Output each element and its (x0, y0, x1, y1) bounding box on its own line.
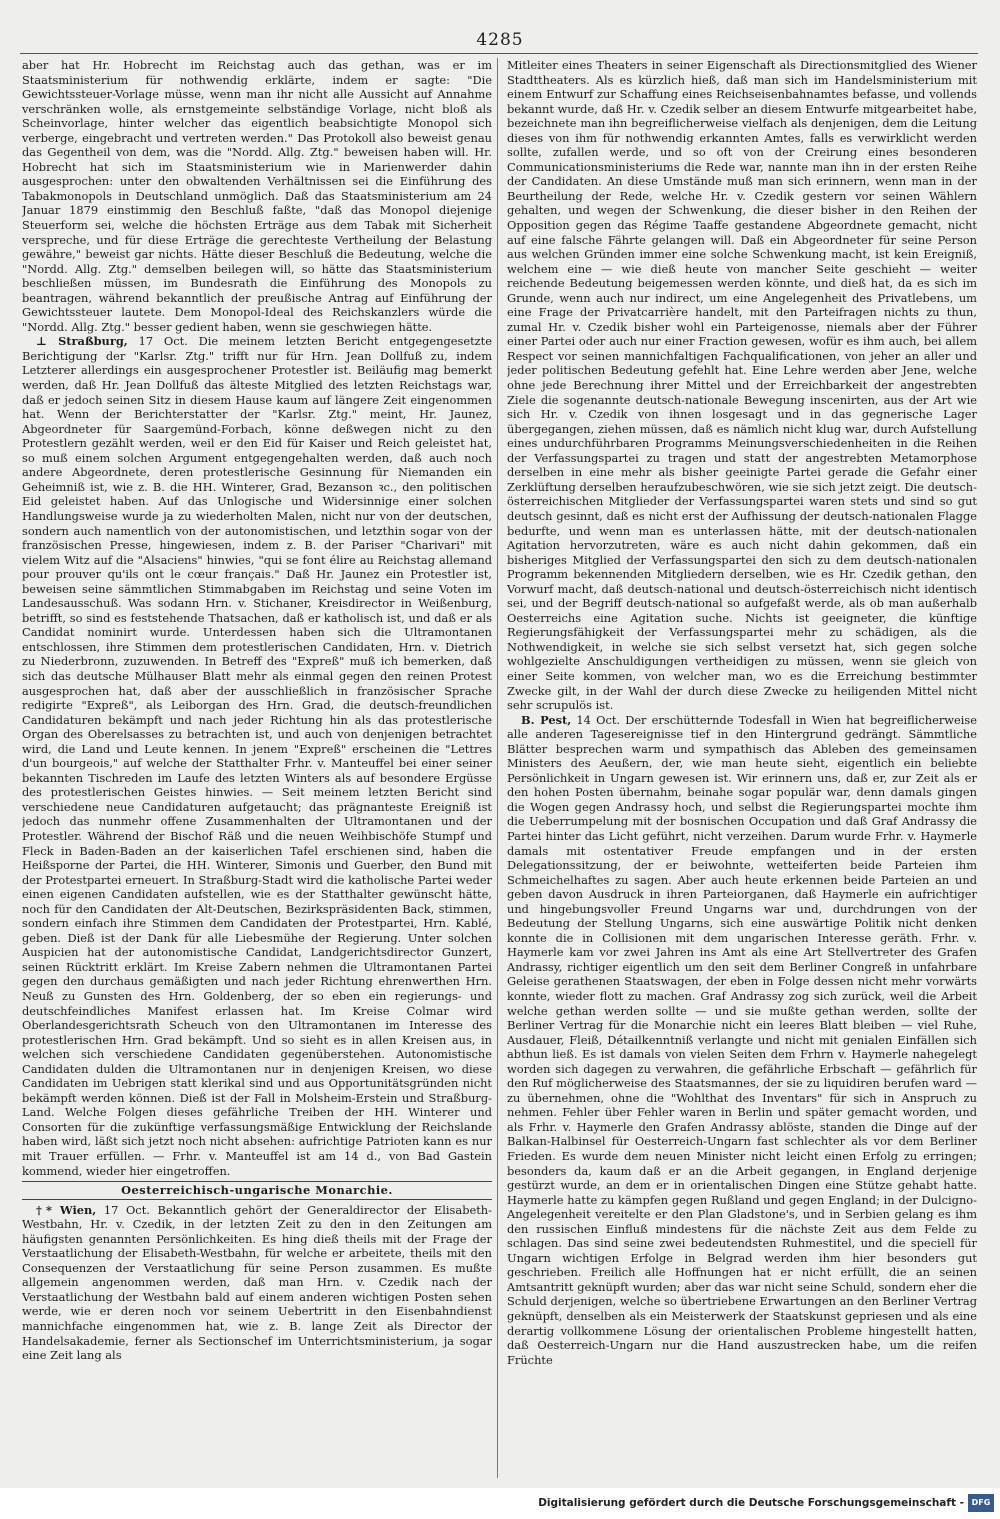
dateline: B. Pest, (521, 712, 572, 727)
article-paragraph (22, 334, 492, 1178)
paragraph-text: 14 Oct. Der erschütternde Todesfall in Wien hat begreiflicherweise alle anderen Tagesereignisse tief in den Hintergrund gedrängt. Sämmtliche Blätter besprechen warm und sympathisch das Ableben des gemeinsamen Ministers des Aeußern, der, wie man heute sieht, eigentlich ein beliebte Persönlichkeit in Ungarn gewesen ist. Wir erinnern uns, daß er, zur Zeit als er den hohen Posten übernahm, beinahe sogar populär war, denn damals gingen die Wogen gegen Andrassy hoch, und selbst die Regierungspartei mochte ihm die Ueberrumpelung mit der bosnischen Occupation und daß Graf Andrassy die Partei hinter das Licht geführt, nicht verzeihen. Darum wurde Frhr. v. Haymerle damals mit ostentativer Freude empfangen und in der ersten Delegationssitzung, der er beiwohnte, wetteiferten beide Parteien ihm Schmeichelhaftes zu sagen. Aber auch heute erkennen beide Parteien an und geben davon Ausdruck in ihren Parteiorganen, daß Haymerle ein aufrichtiger und hingebungsvoller Freund Ungarns war und, durchdrungen von der Bedeutung der Stellung Ungarns, sich eine auswärtige Politik nicht denken konnte die in Collisionen mit dem ungarischen Interesse geräth. Frhr. v. Haymerle kam vor zwei Jahren ins Amt als eine Art Stellvertreter des Grafen Andrassy, richtiger eigentlich um den seit dem Berliner Congreß in unfahrbare Geleise gerathenen Staatswagen, der eben in Folge dessen nicht mehr vorwärts konnte, wieder flott zu machen. Graf Andrassy zog sich zurück, weil die Arbeit welche gethan werden sollte — und sie mußte gethan werden, sollte der Berliner Vertrag für die Monarchie nicht ein leeres Blatt bleiben — viel Ruhe, Ausdauer, Fleiß, Détailkenntniß verlangte und nicht mit genialen Einfällen sich abthun ließ. Es ist damals von vielen Seiten dem Frhrn v. Haymerle nahegelegt worden sich dagegen zu verwahren, die gefährliche Erbschaft — gefährlich für den Ruf möglicherweise des Staatsmannes, der sie zu liquidiren berufen ward — zu übernehmen, ohne die "Wohlthat des Inventars" für sich in Anspruch zu nehmen. Fehler über Fehler waren in Berlin und später gemacht worden, und als Frhr. v. Haymerle den Grafen Andrassy ablöste, standen die Dinge auf der Balkan-Halbinsel für Oesterreich-Ungarn fast schlechter als vor dem Berliner Frieden. Es wurde dem neuen Minister nicht leicht einen Erfolg zu erringen; besonders da, kaum daß er an die Arbeit gegangen, in England derjenige gestürzt wurde, an dem er in orientalischen Dingen eine Stütze gehabt hatte. Haymerle hatte zu kämpfen gegen Rußland und gegen England; in der Dulcigno-Angelegenheit vereitelte er den Plan Gladstone's, und in Serbien gelang es ihm den russischen Einfluß mindestens für die nächste Zeit aus dem Felde zu schlagen. Das sind seine zwei bedeutendsten Ruhmestitel, und die speciell für Ungarn wichtigen Erfolge in Belgrad werden ihm hier besonders gut geschrieben. Freilich alle Hoffnungen hat er nicht erfüllt, die an seinen Amtsantritt geknüpft wurden; aber das war nicht seine Schuld, sondern eher die Schuld derjenigen, welche so übertriebene Erwartungen an den Berliner Vertrag geknüpft, denselben als ein Meisterwerk der Staatskunst gepriesen und als eine derartig vollkommene Lösung der orientalischen Probleme hingestellt hatten, daß Oesterreich-Ungarn nur die Hand auszustrecken habe, um die reifen Früchte (507, 712, 977, 1367)
left-column (22, 58, 492, 1478)
paragraph-text: 17 Oct. Die meinem letzten Bericht entgegengesetzte Berichtigung der "Karlsr. Ztg." trifft nur für Hrn. Jean Dollfuß zu, indem Letzterer allerdings ein ausgesprochener Protestler ist. Beiläufig mag bemerkt werden, daß Hr. Jean Dollfuß das älteste Mitglied des letzten Reichstags war, daß er jedoch seinen Sitz in diesem Hause kaum auf längere Zeit eingenommen hat. Wenn der Berichterstatter der "Karlsr. Ztg." meint, Hr. Jaunez, Abgeordneter für Saargemünd-Forbach, könne deßwegen nicht zu den Protestlern gezählt werden, weil er den Eid für Kaiser und Reich geleistet hat, so muß einem solchen Argument entgegengehalten werden, daß auch noch andere Abgeordnete, deren protestlerische Gesinnung für Niemanden ein Geheimniß ist, wie z. B. die HH. Winterer, Grad, Bezanson ꝛc., den politischen Eid geleistet haben. Auf das Unlogische und Widersinnige einer solchen Handlungsweise wurde ja zu wiederholten Malen, nicht nur von der deutschen, sondern auch namentlich von der autonomistischen, und letzthin sogar von der französischen Presse, hingewiesen, indem z. B. der Pariser "Charivari" mit vielem Witz auf die "Alsaciens" hinwies, "qui se font élire au Reichstag allemand pour prouver qu'ils ont le cœur français." Daß Hr. Jaunez ein Protestler ist, beweisen seine sämmtlichen Stimmabgaben im Reichstag und seine Voten im Landesausschuß. Was sodann Hrn. v. Stichaner, Kreisdirector in Weißenburg, betrifft, so sind es feststehende Thatsachen, daß er katholisch ist, und daß er als Candidat nominirt wurde. Unterdessen haben sich die Ultramontanen entschlossen, ihre Stimmen dem protestlerischen Candidaten, Hrn. v. Dietrich zu Niederbronn, zuzuwenden. In Betreff des "Expreß" muß ich bemerken, daß sich das deutsche Mülhauser Blatt mehr als einmal gegen den reinen Protest ausgesprochen hat, daß aber der ausschließlich in französischer Sprache redigirte "Expreß", als Leiborgan des Hrn. Grad, die deutsch-freundlichen Candidaturen bekämpft und nach jeder Richtung hin als das protestlerische Organ des Oberelsasses zu betrachten ist, und auch von denjenigen betrachtet wird, die Land und Leute kennen. In jenem "Expreß" erscheinen die "Lettres d'un bourgeois," auf welche der Statthalter Frhr. v. Manteuffel bei einer seiner bekannten Tischreden im Laufe des letzten Winters als auf besondere Ergüsse des protestlerischen Geistes hinwies. — Seit meinem letzten Bericht sind verschiedene neue Candidaturen aufgetaucht; das prägnanteste Ereigniß ist jedoch das nunmehr offene Zusammenhalten der Ultramontanen und der Protestler. Während der Bischof Räß und die neuen Weihbischöfe Stumpf und Fleck in Baden-Baden an der kaiserlichen Tafel erschienen sind, haben die Heißsporne der Partei, die HH. Winterer, Simonis und Guerber, den Bund mit der Protestpartei erneuert. In Straßburg-Stadt wird die katholische Partei weder einen eigenen Candidaten aufstellen, wie es der Statthalter gewünscht hätte, noch für den Candidaten der Alt-Deutschen, Bezirkspräsidenten Back, stimmen, sondern einfach ihre Stimmen dem Candidaten der Protestpartei, Hrn. Kablé, geben. Dieß ist der Dank für alle Liebesmühe der Regierung. Unter solchen Auspicien hat der autonomistische Candidat, Landgerichtsdirector Gunzert, seinen Rücktritt erklärt. Im Kreise Zabern nehmen die Ultramontanen Partei gegen den durchaus gemäßigten und nach jeder Richtung ehrenwerthen Hrn. Neuß zu Gunsten des Hrn. Goldenberg, der so eben ein regierungs- und deutschfeindliches Manifest erlassen hat. Im Kreise Colmar wird Oberlandesgerichtsrath Scheuch von den Ultramontanen im Interesse des protestlerischen Hrn. Grad bekämpft. Und so sieht es in allen Kreisen aus, in welchen sich verschiedene Candidaten gegenüberstehen. Autonomistische Candidaten dulden die Ultramontanen nur in denjenigen Kreisen, wo diese Candidaten im Uebrigen statt klerikal sind und aus Opportunitätsgründen nicht bekämpft werden können. Dieß ist der Fall in Molsheim-Erstein und Straßburg-Land. Welche Folgen dieses gefährliche Treiben der HH. Winterer und Consorten für die zukünftige verfassungsmäßige Entwicklung der Reichslande haben wird, läßt sich jetzt noch nicht absehen: aufrichtige Patrioten kann es nur mit Trauer erfüllen. — Frhr. v. Manteuffel ist am 14 d., von Bad Gastein kommend, wieder hier eingetroffen. (22, 334, 492, 1178)
paragraph-text: 17 Oct. Bekanntlich gehört der Generaldirector der Elisabeth-Westbahn, Hr. v. Czedik, in der letzten Zeit zu den in den Zeitungen am häufigsten genannten Persönlichkeiten. Es hing dieß theils mit der Frage der Verstaatlichung der Elisabeth-Westbahn, für welche er arbeitete, theils mit den Consequenzen der Verstaatlichung für seine Person zusammen. Es mußte allgemein angenommen werden, daß man Hrn. v. Czedik nach der Verstaatlichung der Westbahn bald auf einem anderen wichtigen Posten sehen werde, wie er deren noch vor seinem Uebertritt in den Eisenbahndienst mannichfache eingenommen hat, wie z. B. lange Zeit als Director der Handelsakademie, ferner als Sectionschef im Unterrichtsministerium, ja sogar eine Zeit lang als (22, 1202, 492, 1363)
article-paragraph (507, 713, 977, 1368)
article-paragraph (22, 1203, 492, 1363)
right-column (507, 58, 977, 1478)
section-heading: Oesterreichisch-ungarische Monarchie. (22, 1181, 492, 1200)
page-number: 4285 (476, 30, 524, 50)
funding-note: Digitalisierung gefördert durch die Deutsche Forschungsgemeinschaft - (538, 1497, 964, 1509)
dfg-logo-icon: DFG (968, 1494, 994, 1512)
article-paragraph (22, 58, 492, 334)
article-paragraph (507, 58, 977, 713)
dateline: †* Wien, (36, 1202, 97, 1217)
footer-bar (0, 1488, 1000, 1519)
paragraph-text: Mitleiter eines Theaters in seiner Eigenschaft als Directionsmitglied des Wiener Stadttheaters. Als es kürzlich hieß, daß man sich im Handelsministerium mit einem Entwurf zur Schaffung eines Reichseisenbahnamtes befasse, und vollends bekannt wurde, daß Hr. v. Czedik selber an diesem Entwurfe mitgearbeitet habe, bezeichnete man ihn begreiflicherweise vielfach als denjenigen, dem die Leitung dieses von ihm für nothwendig erkannten Amtes, falls es verwirklicht werden sollte, zufallen werde, und so oft von der Creirung eines besonderen Communicationsministeriums die Rede war, nannte man ihn in der ersten Reihe der Candidaten. An diese Umstände muß man sich erinnern, wenn man in der Beurtheilung der Rede, welche Hr. v. Czedik gestern vor seinen Wählern gehalten, und wegen der Schwenkung, die dieser bisher in den Reihen der Opposition gegen das Régime Taaffe gestandene Abgeordnete gemacht, nicht auf eine falsche Fährte gelangen will. Daß ein Abgeordneter für seine Person aus welchen Gründen immer eine solche Schwenkung macht, ist kein Ereigniß, welchem eine — wie dieß heute von mancher Seite geschieht — weiter reichende Bedeutung beigemessen werden könnte, und dieß hat, da es sich im Grunde, wenn auch nur indirect, um eine Angelegenheit des Privatlebens, um eine Frage der Privatcarrière handelt, mit den Parteifragen nichts zu thun, zumal Hr. v. Czedik bisher wohl ein Parteigenosse, niemals aber der Führer einer Partei oder auch nur einer Fraction gewesen, wofür es ihm auch, bei allem Respect vor seinen mannichfaltigen Fachqualificationen, von jeher an aller und jeder politischen Bedeutung gefehlt hat. Eine Lehre werden aber Jene, welche ohne jede Berechnung ihrer Mittel und der Erreichbarkeit der angestrebten Ziele die sogenannte deutsch-nationale Bewegung inscenirten, aus der Art wie sich Hr. v. Czedik von ihnen losgesagt und in das gegnerische Lager übergegangen, ziehen müssen, daß es nämlich nicht klug war, durch Aufstellung eines undurchführbaren Programms Meinungsverschiedenheiten in die Reihen der Verfassungspartei zu tragen und statt der angestrebten Metamorphose derselben in eine mehr als bisher geeinigte Partei gerade die Gefahr einer Zerklüftung derselben heraufzubeschwören, wie sie sich jetzt zeigt. Die deutsch-österreichischen Mitglieder der Verfassungspartei waren stets und sind so gut deutsch gesinnt, daß es nicht erst der Aufhissung der deutsch-nationalen Flagge bedurfte, und wenn man es unterlassen hätte, mit der deutsch-nationalen Agitation hervorzutreten, wäre es auch nicht dahin gekommen, daß ein bisheriges Mitglied der Verfassungspartei den sich zu dem deutsch-nationalen Programm bekennenden Mitgliedern derselben, wie es Hr. Czedik gethan, den Vorwurf macht, daß deutsch-national und deutsch-österreichisch nicht identisch sei, und der Begriff deutsch-national so aufgefaßt werde, als ob man außerhalb Oesterreichs eine Agitation suche. Nichts ist geeigneter, die künftige Regierungsfähigkeit der Verfassungspartei mehr zu schädigen, als die Nothwendigkeit, in welche sie sich selbst versetzt hat, sich gegen solche wohlgezielte Anschuldigungen vertheidigen zu müssen, wenn sie gleich von einer Seite kommen, von welcher man, wo es die Erreichung bestimmter Zwecke gilt, in der Wahl der durch diese Zwecke zu heiligenden Mittel nicht sehr scrupulös ist. (507, 58, 977, 713)
header-rule (20, 53, 978, 54)
dateline: ⊥ Straßburg, (36, 334, 128, 349)
paragraph-text: aber hat Hr. Hobrecht im Reichstag auch das gethan, was er im Staatsministerium für nothwendig erklärte, indem er sagte: "Die Gewichtssteuer-Vorlage müsse, wenn man ihr nicht alle Aussicht auf Annahme verschränken wolle, als ernstgemeinte selbständige Vorlage, nicht bloß als Scheinvorlage, hinter welcher das eigentlich beabsichtigte Monopol sich verberge, eingebracht und vertreten werden." Das Protokoll also beweist genau das Gegentheil von dem, was die "Nordd. Allg. Ztg." beweisen haben will. Hr. Hobrecht hat sich im Staatsministerium wie in Marienwerder dahin ausgesprochen: unter den obwaltenden Verhältnissen sei die Einführung des Tabakmonopols in Deutschland unmöglich. Daß das Staatsministerium am 24 Januar 1879 einstimmig den Beschluß faßte, "daß das Monopol diejenige Steuerform sei, welche die höchsten Erträge aus dem Tabak mit Sicherheit verspreche, und für diese Erträge die gerechteste Vertheilung der Belastung gewähre," beweist gar nichts. Hätte dieser Beschluß die Bedeutung, welche die "Nordd. Allg. Ztg." demselben beilegen will, so hätte das Staatsministerium beschließen müssen, im Bundesrath die Einführung des Monopols zu beantragen, während bekanntlich der preußische Antrag auf Einführung der Gewichtssteuer lautete. Dem Monopol-Ideal des Reichskanzlers würde die "Nordd. Allg. Ztg." besser gedient haben, wenn sie geschwiegen hätte. (22, 58, 492, 334)
column-divider (497, 58, 498, 1478)
